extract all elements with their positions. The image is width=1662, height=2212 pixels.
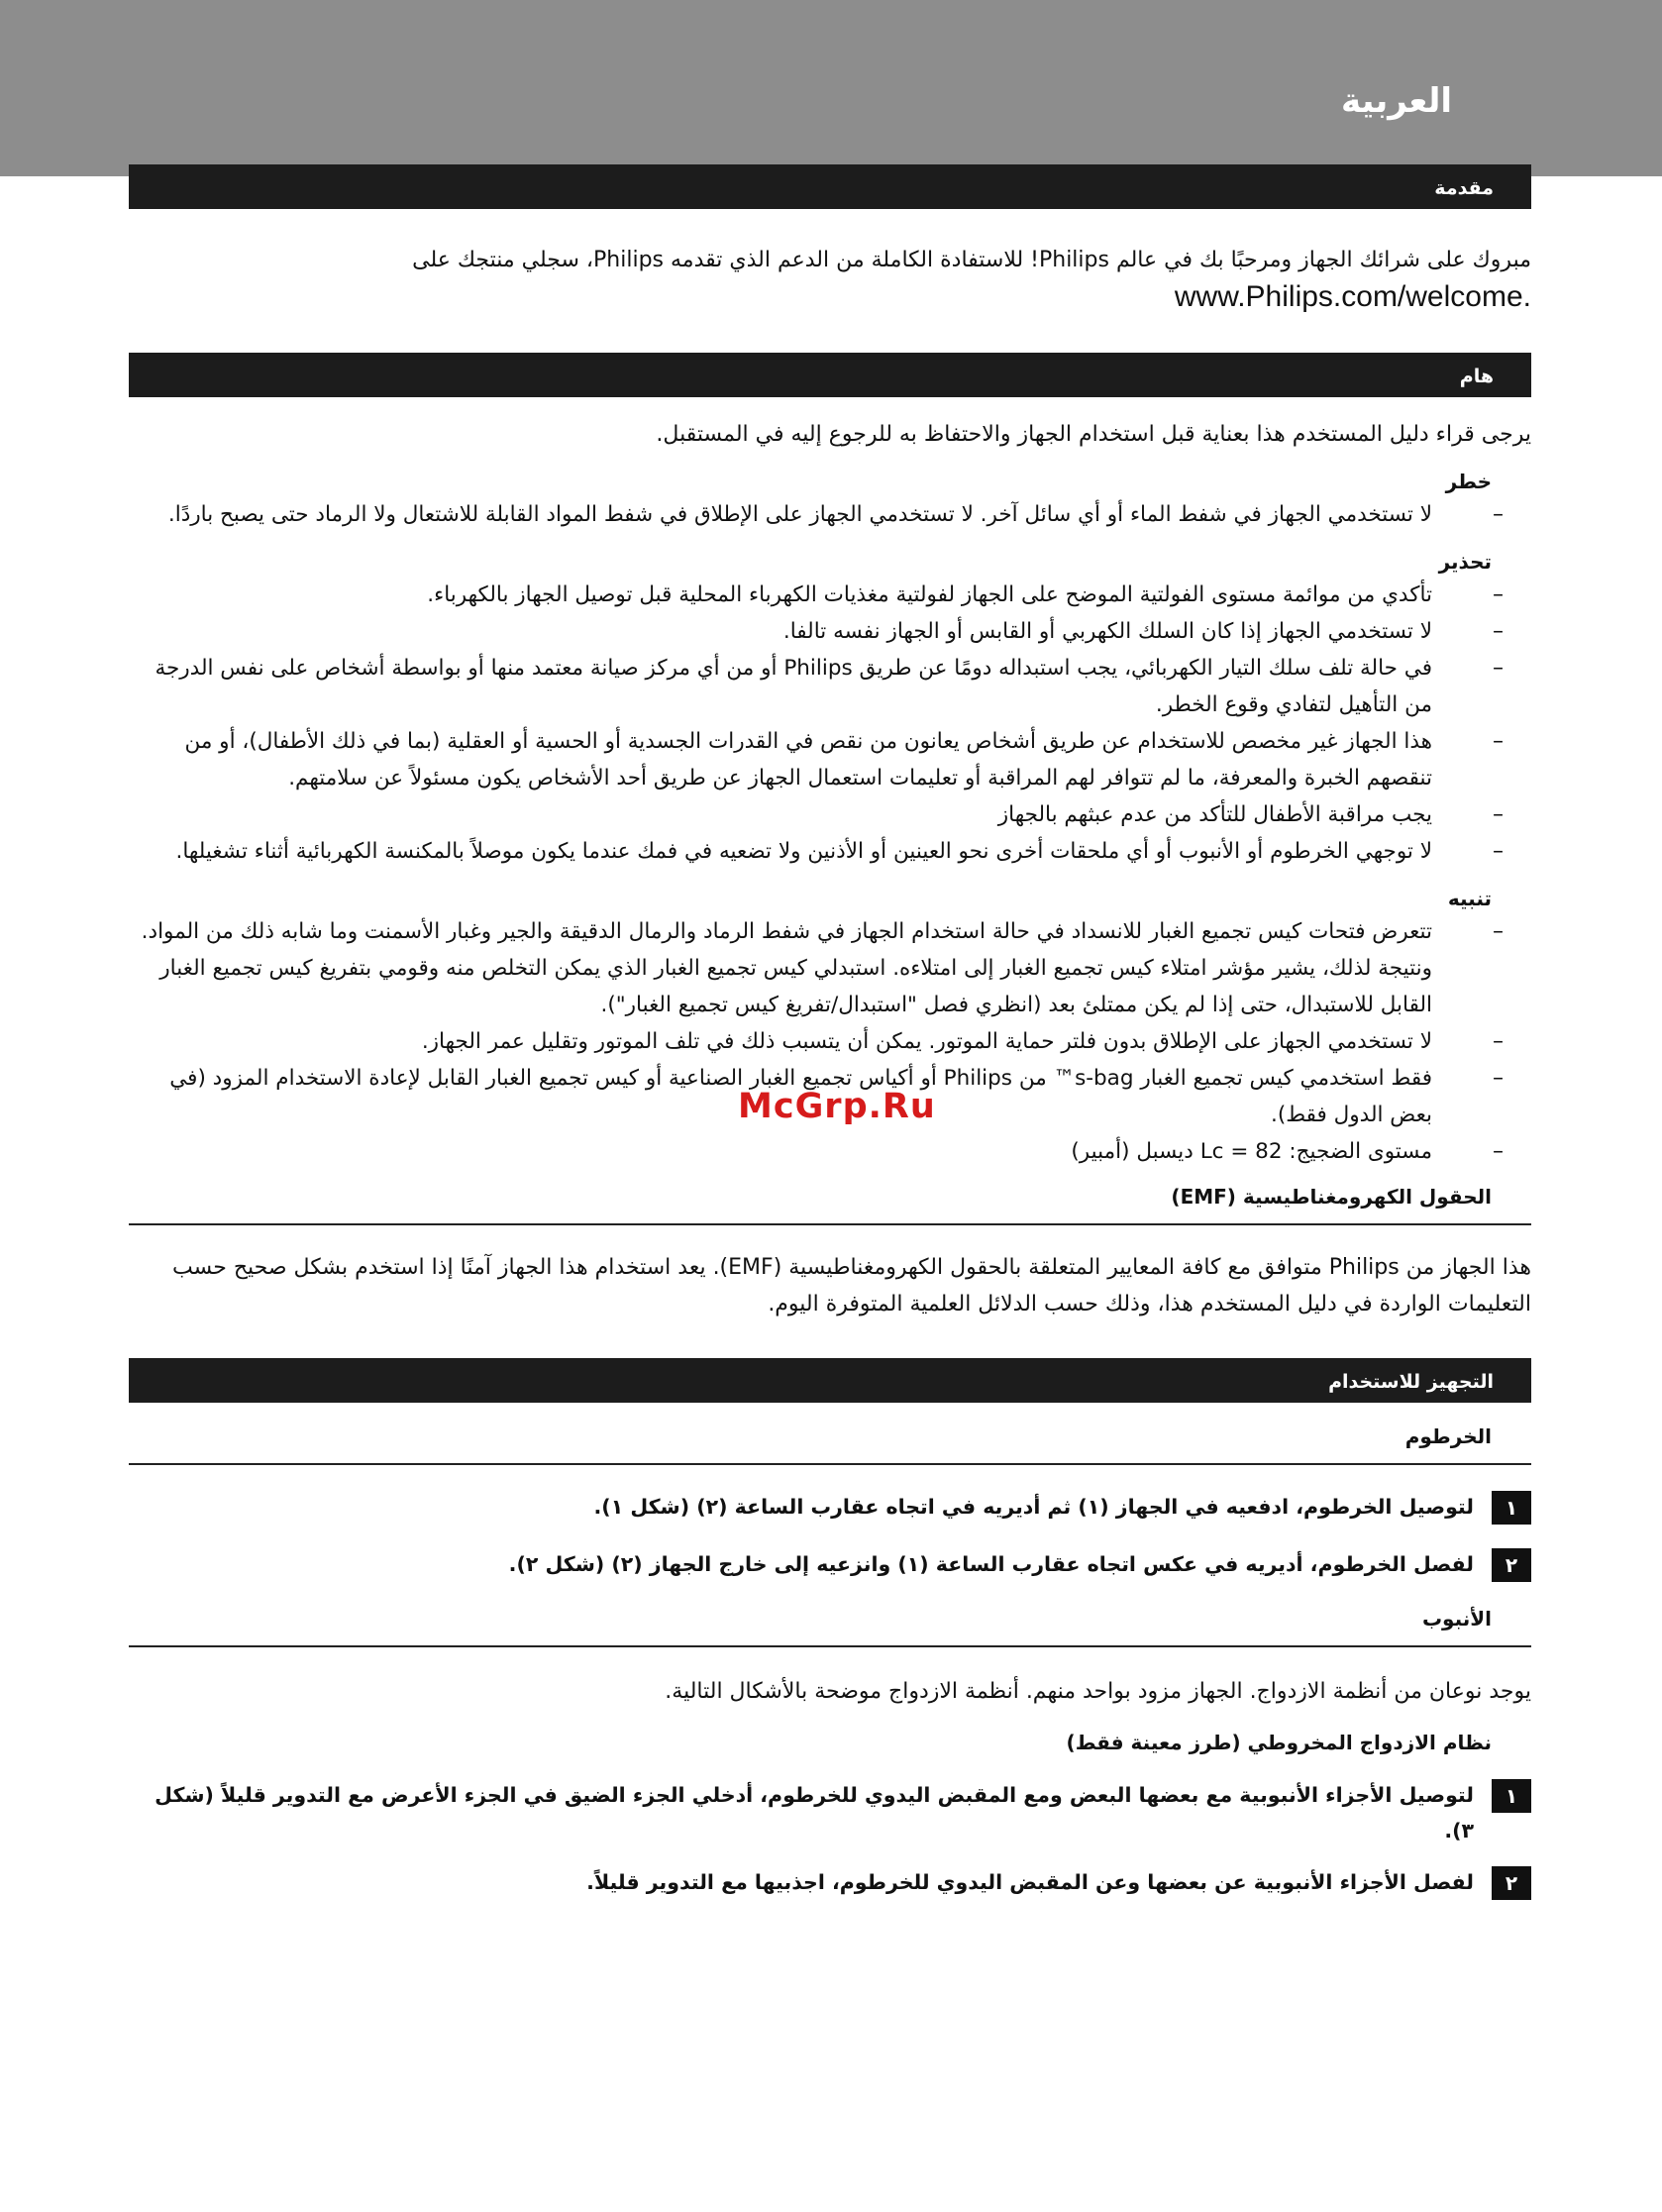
- caution-item: – فقط استخدمي كيس تجميع الغبار s-bag™ من Philips أو أكياس تجميع الغبار الصناعية أو كيس تجميع الغبار القابل لإعادة الاستخدام المزود (في بعض الدول فقط).: [129, 1060, 1531, 1133]
- intro-text: [129, 242, 1531, 316]
- coupling-system-title: نظام الازدواج المخروطي (طرز معينة فقط): [1066, 1731, 1492, 1754]
- warning-item: – تأكدي من موائمة مستوى الفولتية الموضح على الجهاز لفولتية مغذيات الكهرباء المحلية قبل توصيل الجهاز بالكهرباء.: [129, 577, 1531, 613]
- step-number: ٢: [1492, 1866, 1531, 1900]
- section-bar-intro: [129, 164, 1531, 212]
- warning-item: – لا توجهي الخرطوم أو الأنبوب أو أي ملحقات أخرى نحو العينين أو الأذنين ولا تضعيه في فمك عندما يكون موصلاً بالمكنسة الكهربائية أثناء تشغيلها.: [129, 833, 1531, 870]
- section-bar-important: [129, 353, 1531, 400]
- caution-item: – مستوى الضجيج: Lc = 82 ديسبل (أمبير): [129, 1133, 1531, 1170]
- intro-title: مقدمة: [1434, 177, 1494, 199]
- warning-title: تحذير: [1438, 550, 1492, 574]
- hose-title: الخرطوم: [129, 1422, 1531, 1465]
- caution-item: – لا تستخدمي الجهاز على الإطلاق بدون فلتر حماية الموتور. يمكن أن يتسبب ذلك في تلف الموتور وتقليل عمر الجهاز.: [129, 1023, 1531, 1060]
- caution-item: – تتعرض فتحات كيس تجميع الغبار للانسداد في حالة استخدام الجهاز في شفط الرماد والرمال الدقيقة والجير وغبار الأسمنت وما شابه ذلك من المواد. ونتيجة لذلك، يشير مؤشر امتلاء كيس تجميع الغبار إلى امتلاءه. استبدلي كيس تجميع الغبار الذي يمكن التخلص منه وقومي بتفريغ كيس تجميع الغبار القابل للاستبدال، حتى إذا لم يكن ممتلئ بعد (انظري فصل "استبدال/تفريغ كيس تجميع الغبار").: [129, 913, 1531, 1023]
- step-item: [129, 1546, 1531, 1582]
- warning-item: – في حالة تلف سلك التيار الكهربائي، يجب استبداله دومًا عن طريق Philips أو من أي مركز صيانة معتمد منها أو بواسطة أشخاص على نفس الدرجة من التأهيل لتفادي وقوع الخطر.: [129, 650, 1531, 723]
- step-item: [129, 1489, 1531, 1525]
- step-text: لتوصيل الخرطوم، ادفعيه في الجهاز (١) ثم أديريه في اتجاه عقارب الساعة (٢) (شكل ١).: [593, 1495, 1474, 1519]
- step-number: ٢: [1492, 1548, 1531, 1582]
- step-item: [129, 1864, 1531, 1900]
- important-title: هام: [1459, 366, 1494, 387]
- hose-steps: [129, 1489, 1531, 1582]
- tube-text: يوجد نوعان من أنظمة الازدواج. الجهاز مزود بواحد منهم. أنظمة الازدواج موضحة بالأشكال التالية.: [665, 1679, 1531, 1704]
- warning-item: – هذا الجهاز غير مخصص للاستخدام عن طريق أشخاص يعانون من نقص في القدرات الجسدية أو الحسية أو العقلية (بما في ذلك الأطفال)، أو من تنقصهم الخبرة والمعرفة، ما لم تتوافر لهم المراقبة أو تعليمات استعمال الجهاز عن طريق أحد الأشخاص يكون مسئولاً عن سلامتهم.: [129, 723, 1531, 796]
- manual-page: [129, 164, 1531, 1900]
- tube-steps: [129, 1777, 1531, 1900]
- emf-title: الحقول الكهرومغناطيسية (EMF): [129, 1182, 1531, 1225]
- prep-title: التجهيز للاستخدام: [1328, 1371, 1494, 1393]
- warning-list: [129, 577, 1531, 870]
- warning-item: – لا تستخدمي الجهاز إذا كان السلك الكهربي أو القابس أو الجهاز نفسه تالفا.: [129, 613, 1531, 650]
- danger-list: [129, 496, 1531, 533]
- emf-text: هذا الجهاز من Philips متوافق مع كافة المعايير المتعلقة بالحقول الكهرومغناطيسية (EMF). يعد استخدام هذا الجهاز آمنًا إذا استخدم بشكل صحيح حسب التعليمات الواردة في دليل المستخدم هذا، وذلك حسب الدلائل العلمية المتوفرة اليوم.: [172, 1255, 1531, 1317]
- important-text: يرجى قراء دليل المستخدم هذا بعناية قبل استخدام الجهاز والاحتفاظ به للرجوع إليه في المستقبل.: [656, 422, 1531, 447]
- step-text: لتوصيل الأجزاء الأنبوبية مع بعضها البعض ومع المقبض اليدوي للخرطوم، أدخلي الجزء الضيق في الجزء الأعرض مع التدوير قليلاً (شكل ٣).: [155, 1783, 1474, 1843]
- step-number: ١: [1492, 1491, 1531, 1525]
- intro-url: .www.Philips.com/welcome: [1174, 280, 1531, 313]
- watermark: McGrp.Ru: [738, 1087, 936, 1126]
- intro-paragraph: مبروك على شرائك الجهاز ومرحبًا بك في عالم Philips! للاستفادة الكاملة من الدعم الذي تقدمه Philips، سجلي منتجك على: [412, 248, 1531, 272]
- language-title: العربية: [1340, 81, 1452, 121]
- tube-title: الأنبوب: [129, 1604, 1531, 1647]
- warning-item: – يجب مراقبة الأطفال للتأكد من عدم عبثهم بالجهاز: [129, 796, 1531, 833]
- step-text: لفصل الأجزاء الأنبوبية عن بعضها وعن المقبض اليدوي للخرطوم، اجذبيها مع التدوير قليلاً.: [586, 1870, 1474, 1894]
- danger-title: خطر: [1445, 470, 1492, 493]
- danger-item: – لا تستخدمي الجهاز في شفط الماء أو أي سائل آخر. لا تستخدمي الجهاز على الإطلاق في شفط المواد القابلة للاشتعال ولا الرماد حتى يصبح باردًا.: [129, 496, 1531, 533]
- caution-list: [129, 913, 1531, 1170]
- step-number: ١: [1492, 1779, 1531, 1813]
- caution-title: تنبيه: [1447, 887, 1492, 910]
- step-item: [129, 1777, 1531, 1848]
- section-bar-prep: [129, 1358, 1531, 1406]
- header-bar: [0, 0, 1662, 176]
- step-text: لفصل الخرطوم، أديريه في عكس اتجاه عقارب الساعة (١) وانزعيه إلى خارج الجهاز (٢) (شكل ٢).: [508, 1552, 1474, 1576]
